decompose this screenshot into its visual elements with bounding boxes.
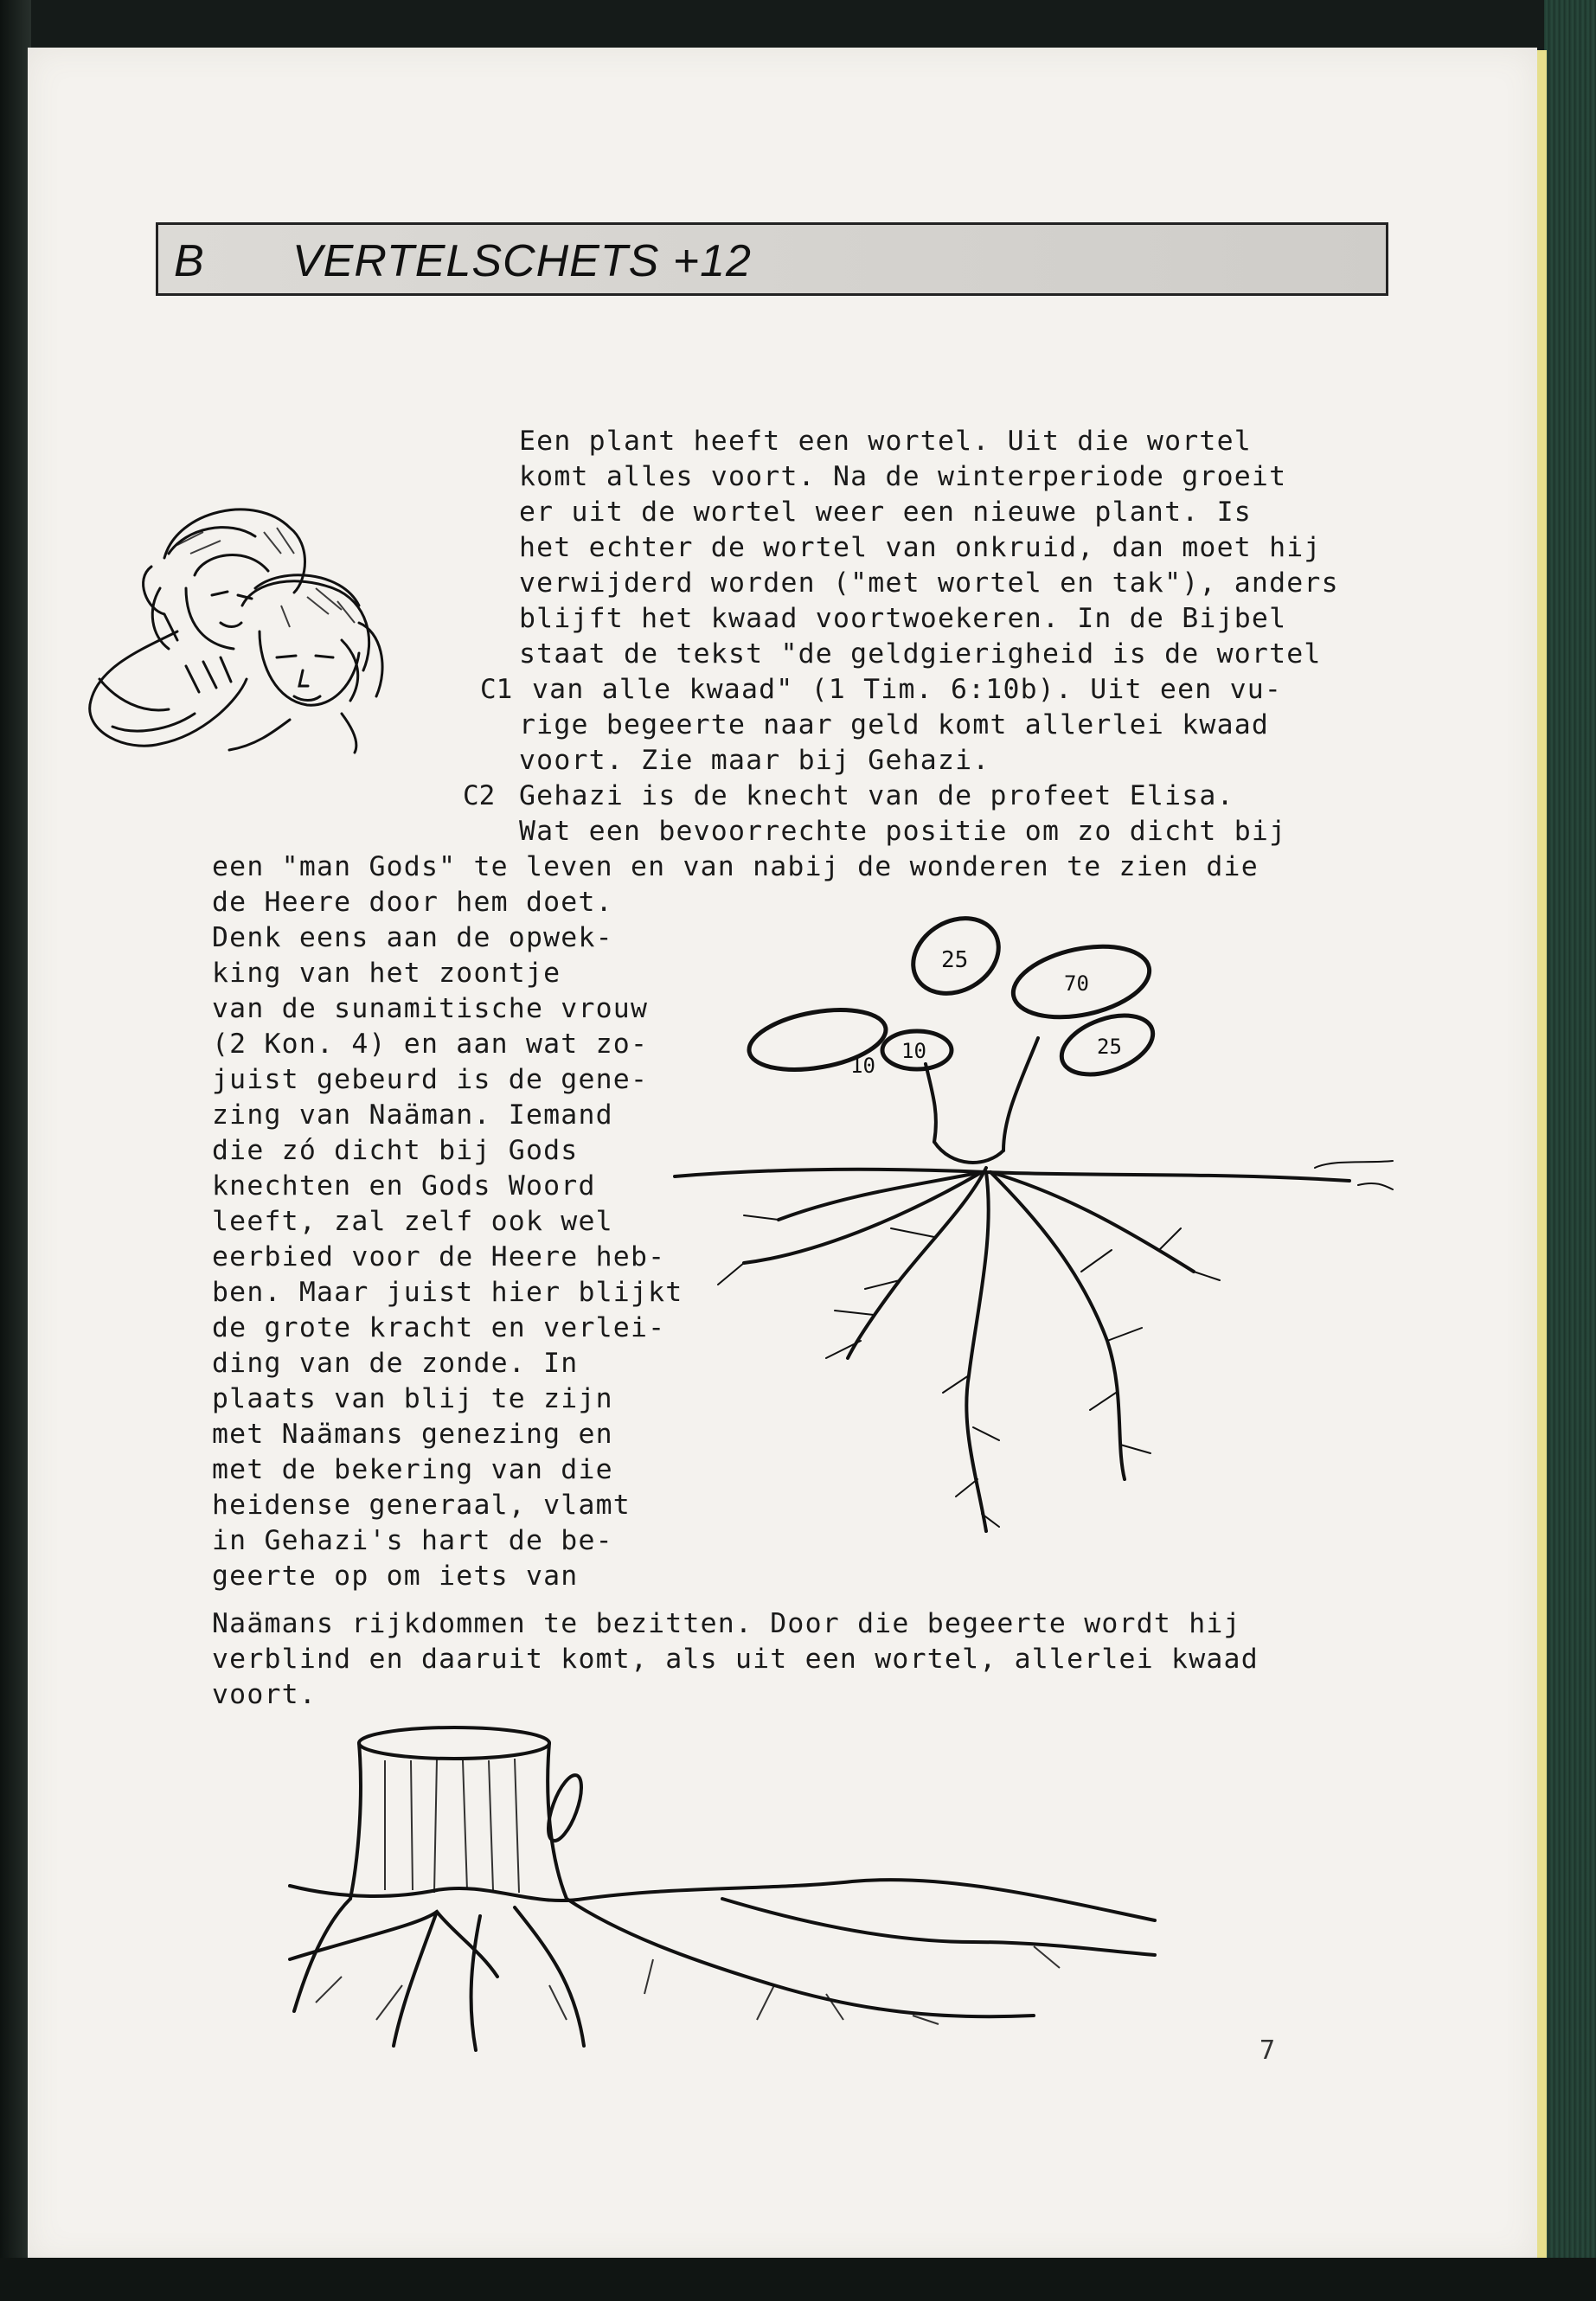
book-bottom-edge (0, 2258, 1596, 2301)
coin-label: 10 (901, 1039, 926, 1063)
coin-label: 25 (1097, 1035, 1122, 1059)
body-text-line: heidense generaal, vlamt (212, 1490, 631, 1521)
body-text-line: verblind en daaruit komt, als uit een wortel, allerlei kwaad (212, 1644, 1259, 1675)
body-text-line: geerte op om iets van (212, 1561, 579, 1592)
coin-label: 70 (1064, 971, 1089, 996)
body-text-line: van alle kwaad" (1 Tim. 6:10b). Uit een vu- (532, 674, 1283, 705)
book-cover-right (1544, 0, 1596, 2301)
body-text-line: het echter de wortel van onkruid, dan moet hij (519, 532, 1322, 563)
body-text-line: leeft, zal zelf ook wel (212, 1206, 613, 1237)
body-text-line: rige begeerte naar geld komt allerlei kwaad (519, 709, 1270, 740)
body-text-line: knechten en Gods Woord (212, 1170, 596, 1202)
body-text-line: (2 Kon. 4) en aan wat zo- (212, 1029, 649, 1060)
body-text-line: ding van de zonde. In (212, 1348, 579, 1379)
body-text-line: verwijderd worden ("met wortel en tak"), anders (519, 567, 1339, 599)
page-number: 7 (1259, 2035, 1276, 2066)
section-heading (156, 222, 1388, 296)
body-text-line: een "man Gods" te leven en van nabij de wonderen te zien die (212, 851, 1259, 882)
body-text-line: met de bekering van die (212, 1454, 613, 1485)
body-text-line: staat de tekst "de geldgierigheid is de wortel (519, 638, 1322, 670)
margin-marker-c1: C1 (480, 674, 513, 705)
tree-stump-illustration (290, 1726, 1163, 2054)
body-text-line: eerbied voor de Heere heb- (212, 1241, 666, 1272)
body-text-line: de grote kracht en verlei- (212, 1312, 666, 1343)
body-text-line: voort. Zie maar bij Gehazi. (519, 745, 990, 776)
body-text-line: Wat een bevoorrechte positie om zo dicht bij (519, 816, 1287, 847)
body-text-line: ben. Maar juist hier blijkt (212, 1277, 683, 1308)
coin-label: 10 (850, 1054, 875, 1078)
body-text-line: blijft het kwaad voortwoekeren. In de Bijbel (519, 603, 1287, 634)
margin-marker-c2: C2 (463, 780, 496, 811)
body-text-line: de Heere door hem doet. (212, 887, 613, 918)
coin-label: 25 (941, 947, 969, 973)
children-illustration (82, 493, 445, 774)
body-text-line: komt alles voort. Na de winterperiode groeit (519, 461, 1287, 492)
body-text-line: voort. (212, 1679, 317, 1710)
body-text-line: plaats van blij te zijn (212, 1383, 613, 1414)
book-spine-left (0, 0, 31, 2301)
section-title: VERTELSCHETS +12 (292, 236, 752, 286)
section-letter: B (174, 236, 204, 286)
body-text-line: van de sunamitische vrouw (212, 993, 649, 1024)
book-top-edge (0, 0, 1596, 52)
body-text-line: met Naämans genezing en (212, 1419, 613, 1450)
money-tree-illustration (675, 908, 1419, 1574)
body-text-line: Gehazi is de knecht van de profeet Elisa. (519, 780, 1234, 811)
body-text-line: juist gebeurd is de gene- (212, 1064, 649, 1095)
body-text-line: Een plant heeft een wortel. Uit die wortel (519, 426, 1252, 457)
body-text-line: die zó dicht bij Gods (212, 1135, 579, 1166)
body-text-line: king van het zoontje (212, 958, 561, 989)
body-text-line: er uit de wortel weer een nieuwe plant. Is (519, 497, 1252, 528)
body-text-line: Naämans rijkdommen te bezitten. Door die begeerte wordt hij (212, 1608, 1241, 1639)
body-text-line: in Gehazi's hart de be- (212, 1525, 613, 1556)
body-text-line: Denk eens aan de opwek- (212, 922, 613, 953)
body-text-line: zing van Naäman. Iemand (212, 1099, 613, 1131)
